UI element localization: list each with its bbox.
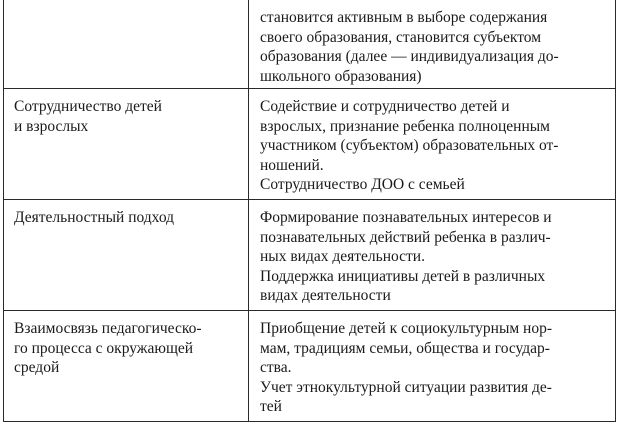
description-cell xyxy=(249,0,616,89)
principle-text: Сотрудничество детей и взрослых xyxy=(14,98,162,135)
description-text: становится активным в выборе содержания своего образования, становится субъектом образования (далее — индивидуализация до- школьного образования) xyxy=(260,9,559,85)
table-row xyxy=(4,89,616,200)
description-cell xyxy=(249,311,616,422)
principle-cell xyxy=(4,311,249,422)
description-cell xyxy=(249,89,616,200)
table-row xyxy=(4,200,616,311)
principle-text: Взаимосвязь педагогическо- го процесса с окружающей средой xyxy=(14,320,202,376)
principle-text: Деятельностный подход xyxy=(14,209,175,226)
principle-cell xyxy=(4,0,249,89)
table-row xyxy=(4,311,616,422)
description-cell xyxy=(249,200,616,311)
table-row xyxy=(4,0,616,89)
principles-table xyxy=(3,0,616,422)
principle-text xyxy=(4,0,248,10)
principle-cell xyxy=(4,200,249,311)
description-text: Приобщение детей к социокультурным нор- мам, традициям семьи, общества и государ- ства. Учет этнокультурной ситуации развития де- тей xyxy=(260,320,553,415)
description-text: Содействие и сотрудничество детей и взрослых, признание ребенка полноценным участником (субъектом) образовательных от- ношений. Сотрудничество ДОО с семьей xyxy=(260,98,559,193)
description-text: Формирование познавательных интересов и познавательных действий ребенка в различ- ных видах деятельности. Поддержка инициативы детей в различных видах деятельности xyxy=(260,209,552,304)
principle-cell xyxy=(4,89,249,200)
